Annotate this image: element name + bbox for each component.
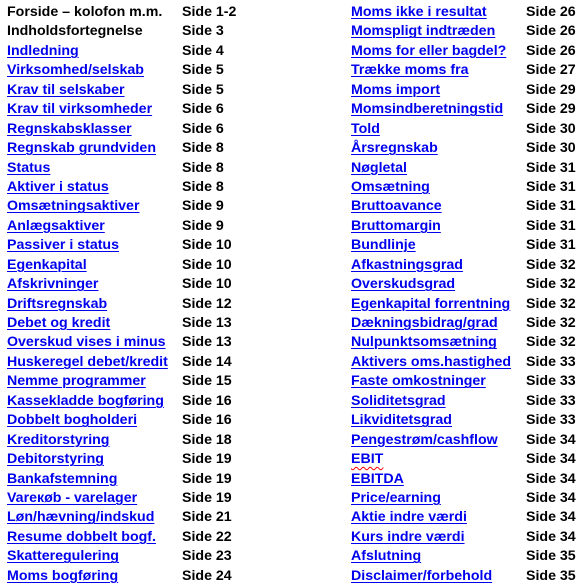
toc-entry[interactable]	[7, 100, 347, 119]
toc-page-number: Side 27	[526, 62, 576, 79]
toc-link-loen-haevning-indskud[interactable]: Løn/hævning/indskud	[7, 509, 155, 526]
toc-link-bruttomargin[interactable]: Bruttomargin	[351, 217, 441, 234]
toc-page-number: Side 6	[182, 120, 224, 137]
toc-link-moms-ikke-i-resultat[interactable]: Moms ikke i resultat	[351, 4, 487, 20]
toc-page-number: Side 4	[182, 42, 224, 59]
toc-entry[interactable]	[7, 197, 347, 216]
toc-link-aktivers-oms-hastighed[interactable]: Aktivers oms.hastighed	[351, 353, 512, 370]
toc-link-traekke-moms-fra[interactable]: Trække moms fra	[351, 62, 469, 79]
toc-entry[interactable]	[351, 217, 587, 236]
toc-link-price-earning[interactable]: Price/earning	[351, 489, 441, 506]
toc-entry[interactable]	[351, 100, 587, 119]
toc-page-number: Side 1-2	[182, 4, 237, 20]
toc-entry[interactable]	[351, 81, 587, 100]
toc-page-number: Side 19	[182, 451, 232, 468]
toc-link-ebitda[interactable]: EBITDA	[351, 470, 404, 487]
toc-entry[interactable]	[7, 372, 347, 391]
toc-page-number: Side 31	[526, 237, 576, 254]
toc-page-number: Side 8	[182, 140, 224, 157]
toc-link-afslutning[interactable]: Afslutning	[351, 548, 422, 565]
toc-link-moms-bogfoering[interactable]: Moms bogføring	[7, 567, 119, 584]
toc-link-noegletal[interactable]: Nøgletal	[351, 159, 407, 176]
toc-link-anlaegsaktiver[interactable]: Anlægsaktiver	[7, 217, 105, 234]
toc-entry[interactable]	[351, 353, 587, 372]
toc-page-number: Side 34	[526, 470, 576, 487]
toc-page-number: Side 16	[182, 412, 232, 429]
toc-entry[interactable]	[351, 197, 587, 216]
toc-link-omsaetningsaktiver[interactable]: Omsætningsaktiver	[7, 198, 140, 215]
toc-page-number: Side 21	[182, 509, 232, 526]
toc-page-number: Side 5	[182, 62, 224, 79]
toc-page-number: Side 26	[526, 42, 576, 59]
toc-entry	[7, 22, 347, 41]
toc-entry[interactable]	[351, 411, 587, 430]
toc-entry[interactable]	[351, 431, 587, 450]
toc-link-egenkapital-forrentning[interactable]: Egenkapital forrentning	[351, 295, 511, 312]
toc-entry[interactable]	[351, 450, 587, 469]
toc-link-told[interactable]: Told	[351, 120, 380, 137]
toc-page-number: Side 31	[526, 217, 576, 234]
toc-link-debitorstyring[interactable]: Debitorstyring	[7, 451, 104, 468]
toc-link-driftsregnskab[interactable]: Driftsregnskab	[7, 295, 108, 312]
toc-link-afskrivninger[interactable]: Afskrivninger	[7, 276, 99, 293]
toc-entry[interactable]	[7, 411, 347, 430]
toc-entry[interactable]	[7, 178, 347, 197]
toc-page-number: Side 30	[526, 120, 576, 137]
toc-link-likviditetsgrad[interactable]: Likviditetsgrad	[351, 412, 452, 429]
toc-link-daekningsbidrag-grad[interactable]: Dækningsbidrag/grad	[351, 315, 498, 331]
toc-page-number: Side 24	[182, 567, 232, 584]
toc-link-indledning[interactable]: Indledning	[7, 42, 79, 59]
toc-entry[interactable]	[351, 22, 587, 41]
toc-page-number: Side 6	[182, 101, 224, 118]
toc-page-number: Side 31	[526, 198, 576, 215]
toc-entry[interactable]	[351, 547, 587, 566]
toc-entry[interactable]	[351, 392, 587, 411]
toc-page-number: Side 32	[526, 256, 576, 273]
toc-link-kreditorstyring[interactable]: Kreditorstyring	[7, 431, 110, 448]
toc-link-regnskab-grundviden[interactable]: Regnskab grundviden	[7, 140, 156, 157]
toc-page-number: Side 32	[526, 334, 576, 351]
toc-link-faste-omkostninger[interactable]: Faste omkostninger	[351, 373, 486, 390]
toc-page-number: Side 32	[526, 276, 576, 293]
toc-page-number: Side 33	[526, 373, 576, 390]
toc-page-number: Side 13	[182, 315, 232, 331]
toc-link-bundlinje[interactable]: Bundlinje	[351, 237, 416, 254]
toc-entry[interactable]	[7, 139, 347, 158]
toc-entry[interactable]	[351, 139, 587, 158]
toc-entry[interactable]	[7, 61, 347, 80]
toc-link-momsindberetningstid[interactable]: Momsindberetningstid	[351, 101, 504, 118]
table-of-contents	[0, 3, 587, 588]
toc-entry[interactable]	[351, 120, 587, 139]
toc-page-number: Side 5	[182, 81, 224, 98]
toc-link-status[interactable]: Status	[7, 159, 51, 176]
toc-page-number: Side 34	[526, 489, 576, 506]
toc-page-number: Side 9	[182, 217, 224, 234]
toc-entry[interactable]	[7, 392, 347, 411]
toc-link-overskudsgrad[interactable]: Overskudsgrad	[351, 276, 456, 293]
toc-link-vare-oeb-varelager[interactable]: Vareкøb - varelager	[7, 489, 138, 506]
toc-page-number: Side 33	[526, 412, 576, 429]
toc-page-number: Side 32	[526, 295, 576, 312]
toc-page-number: Side 34	[526, 451, 576, 468]
toc-link-nulpunktsomsaetning[interactable]: Nulpunktsomsætning	[351, 334, 497, 351]
toc-page-number: Side 33	[526, 353, 576, 370]
toc-page-number: Side 35	[526, 567, 576, 584]
toc-left-column	[7, 3, 347, 586]
toc-entry[interactable]	[7, 431, 347, 450]
toc-entry[interactable]	[351, 275, 587, 294]
toc-link-krav-til-selskaber[interactable]: Krav til selskaber	[7, 81, 125, 98]
toc-link-momspligt-indtraeden[interactable]: Momspligt indtræden	[351, 23, 496, 40]
toc-link-aktiver-i-status[interactable]: Aktiver i status	[7, 178, 109, 195]
toc-entry[interactable]	[7, 314, 347, 333]
toc-link-nemme-programmer[interactable]: Nemme programmer	[7, 373, 146, 390]
toc-page-number: Side 19	[182, 470, 232, 487]
toc-entry[interactable]	[351, 567, 587, 586]
toc-entry[interactable]	[351, 61, 587, 80]
toc-entry[interactable]	[351, 372, 587, 391]
toc-page-number: Side 22	[182, 528, 232, 545]
toc-link-omsaetning[interactable]: Omsætning	[351, 178, 430, 195]
toc-entry[interactable]	[7, 81, 347, 100]
toc-entry[interactable]	[351, 528, 587, 547]
toc-page-number: Side 34	[526, 528, 576, 545]
toc-page-number: Side 35	[526, 548, 576, 565]
toc-entry[interactable]	[351, 470, 587, 489]
toc-page-number: Side 13	[182, 334, 232, 351]
toc-entry[interactable]	[351, 314, 587, 333]
toc-entry[interactable]	[7, 450, 347, 469]
toc-link-pengestroem-cashflow[interactable]: Pengestrøm/cashflow	[351, 431, 498, 448]
toc-entry[interactable]	[351, 3, 587, 22]
toc-link-virksomhed-selskab[interactable]: Virksomhed/selskab	[7, 62, 144, 79]
toc-entry[interactable]	[7, 236, 347, 255]
toc-link-krav-til-virksomheder[interactable]: Krav til virksomheder	[7, 101, 153, 118]
toc-entry[interactable]	[7, 508, 347, 527]
toc-link-dobbelt-bogholderi[interactable]: Dobbelt bogholderi	[7, 412, 138, 429]
toc-entry[interactable]	[7, 42, 347, 61]
toc-page-number: Side 29	[526, 81, 576, 98]
toc-entry[interactable]	[7, 489, 347, 508]
toc-entry[interactable]	[7, 528, 347, 547]
toc-entry[interactable]	[7, 159, 347, 178]
toc-page-number: Side 15	[182, 373, 232, 390]
toc-page-number: Side 26	[526, 4, 576, 20]
toc-link-kassekladde-bogfoering[interactable]: Kassekladde bogføring	[7, 392, 164, 409]
toc-link-ebit[interactable]: EBIT	[351, 451, 384, 468]
toc-link-bruttoavance[interactable]: Bruttoavance	[351, 198, 442, 215]
toc-page-number: Side 31	[526, 178, 576, 195]
toc-link-afkastningsgrad[interactable]: Afkastningsgrad	[351, 256, 463, 273]
toc-entry	[7, 3, 347, 22]
toc-page-number: Side 30	[526, 140, 576, 157]
toc-page-number: Side 34	[526, 509, 576, 526]
toc-link-passiver-i-status[interactable]: Passiver i status	[7, 237, 119, 254]
toc-entry[interactable]	[7, 295, 347, 314]
toc-link-indholdsfortegnelse: Indholdsfortegnelse	[7, 23, 143, 40]
toc-page-number: Side 3	[182, 23, 224, 40]
toc-page-number: Side 19	[182, 489, 232, 506]
toc-entry[interactable]	[7, 120, 347, 139]
toc-entry[interactable]	[351, 295, 587, 314]
toc-link-bankafstemning[interactable]: Bankafstemning	[7, 470, 118, 487]
toc-page-number: Side 8	[182, 159, 224, 176]
toc-page-number: Side 32	[526, 315, 576, 331]
toc-entry[interactable]	[351, 42, 587, 61]
toc-entry[interactable]	[7, 217, 347, 236]
toc-page-number: Side 31	[526, 159, 576, 176]
toc-link-soliditetsgrad[interactable]: Soliditetsgrad	[351, 392, 446, 409]
toc-page-number: Side 8	[182, 178, 224, 195]
toc-page-number: Side 34	[526, 431, 576, 448]
toc-entry[interactable]	[7, 275, 347, 294]
toc-entry[interactable]	[351, 333, 587, 352]
toc-link-disclaimer-forbehold[interactable]: Disclaimer/forbehold	[351, 567, 493, 584]
toc-page-number: Side 9	[182, 198, 224, 215]
toc-link-resume-dobbelt-bogf[interactable]: Resume dobbelt bogf.	[7, 528, 156, 545]
toc-link-skatteregulering[interactable]: Skatteregulering	[7, 548, 119, 565]
toc-link-egenkapital[interactable]: Egenkapital	[7, 256, 87, 273]
toc-link-huskeregel-debet-kredit[interactable]: Huskeregel debet/kredit	[7, 353, 168, 370]
toc-entry[interactable]	[351, 236, 587, 255]
toc-entry[interactable]	[7, 470, 347, 489]
toc-link-aktie-indre-vaerdi[interactable]: Aktie indre værdi	[351, 509, 467, 526]
toc-entry[interactable]	[7, 353, 347, 372]
toc-entry[interactable]	[7, 333, 347, 352]
toc-link-aarsregnskab[interactable]: Årsregnskab	[351, 140, 438, 157]
toc-entry[interactable]	[351, 256, 587, 275]
toc-page-number: Side 33	[526, 392, 576, 409]
toc-page-number: Side 10	[182, 237, 232, 254]
toc-page-number: Side 16	[182, 392, 232, 409]
toc-page-number: Side 12	[182, 295, 232, 312]
toc-link-moms-import[interactable]: Moms import	[351, 81, 441, 98]
toc-page-number: Side 29	[526, 101, 576, 118]
toc-link-overskud-vises-i-minus[interactable]: Overskud vises i minus	[7, 334, 166, 351]
toc-entry[interactable]	[351, 159, 587, 178]
toc-right-column	[351, 3, 587, 586]
toc-page-number: Side 26	[526, 23, 576, 40]
toc-entry[interactable]	[351, 178, 587, 197]
toc-entry[interactable]	[7, 547, 347, 566]
toc-entry[interactable]	[351, 489, 587, 508]
toc-page-number: Side 10	[182, 276, 232, 293]
toc-entry[interactable]	[7, 567, 347, 586]
toc-link-kurs-indre-vaerdi[interactable]: Kurs indre værdi	[351, 528, 465, 545]
toc-page-number: Side 10	[182, 256, 232, 273]
toc-link-regnskabsklasser[interactable]: Regnskabsklasser	[7, 120, 132, 137]
toc-page-number: Side 18	[182, 431, 232, 448]
toc-entry[interactable]	[351, 508, 587, 527]
toc-entry[interactable]	[7, 256, 347, 275]
toc-link-forside-kolofon-m-m: Forside – kolofon m.m.	[7, 4, 163, 20]
toc-link-debet-og-kredit[interactable]: Debet og kredit	[7, 315, 111, 331]
toc-link-moms-for-eller-bagdel[interactable]: Moms for eller bagdel?	[351, 42, 507, 59]
toc-page-number: Side 14	[182, 353, 232, 370]
toc-page-number: Side 23	[182, 548, 232, 565]
